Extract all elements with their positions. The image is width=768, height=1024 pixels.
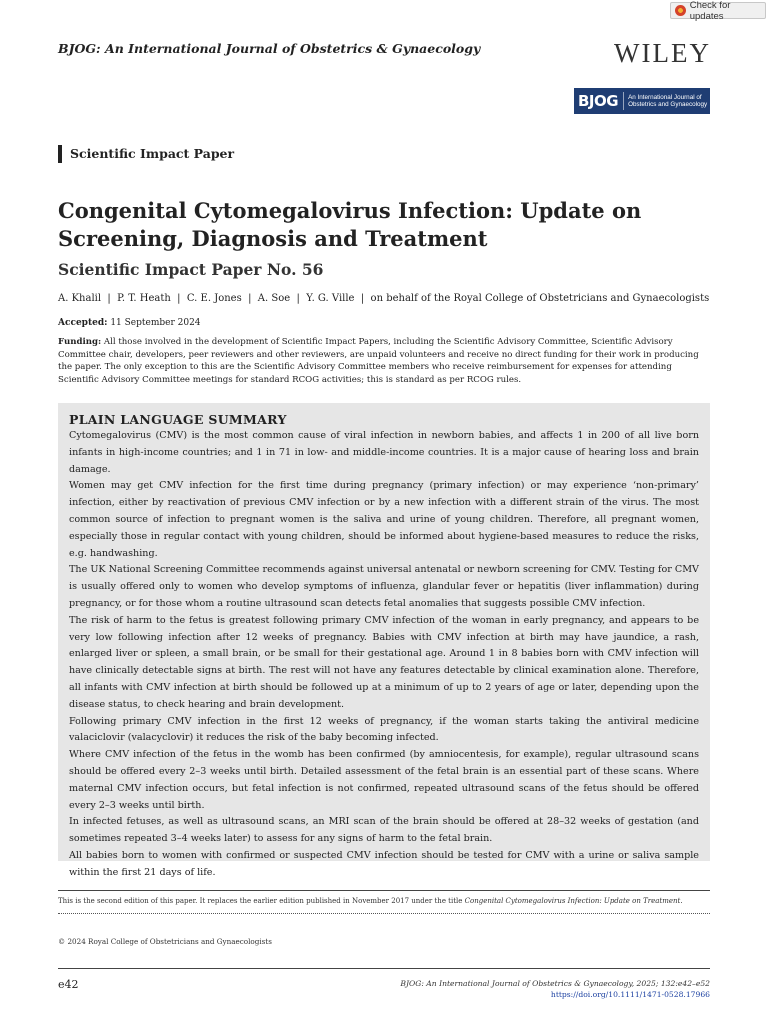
bjog-logo-subtitle bbox=[624, 94, 707, 109]
summary-paragraph: Cytomegalovirus (CMV) is the most common cause of viral infection in newborn babies, and affects 1 in 200 of all live born infants in high-income countries; and 1 in 71 in low- and middle-income countries. It is a major cause of hearing loss and brain damage. bbox=[69, 430, 699, 475]
article-subtitle: Scientific Impact Paper No. 56 bbox=[58, 260, 324, 279]
accepted-date bbox=[58, 318, 201, 328]
edition-note bbox=[58, 897, 683, 905]
summary-paragraph: The UK National Screening Committee recommends against universal antenatal or newborn screening for CMV. Testing for CMV is usually offered only to women who develop symptoms of influenza, glandular fever or hepatitis (liver inflammation) during pregnancy, or for those whom a routine ultrasound scan detects fetal anomalies that suggests possible CMV infection. bbox=[69, 564, 699, 609]
summary-paragraph: Women may get CMV infection for the first time during pregnancy (primary infection) or may experience ‘non-primary’ infection, either by reactivation of previous CMV infection or by a new infection with a different strain of the virus. The most common source of infection to pregnant women is the saliva and urine of young children. Therefore, all pregnant women, especially those in regular contact with young children, should be informed about hygiene-based measures to reduce the risks, e.g. handwashing. bbox=[69, 480, 699, 559]
summary-paragraph: In infected fetuses, as well as ultrasound scans, an MRI scan of the brain should be offered at 28–32 weeks of gestation (and sometimes repeated 3–4 weeks later) to assess for any signs of harm to the fetal brain. bbox=[69, 816, 699, 845]
check-for-updates-button[interactable] bbox=[670, 0, 766, 22]
summary-heading: PLAIN LANGUAGE SUMMARY bbox=[69, 412, 287, 427]
journal-name: BJOG: An International Journal of Obstetrics & Gynaecology bbox=[58, 41, 481, 56]
section-tag: Scientific Impact Paper bbox=[58, 145, 234, 163]
summary-paragraph: Following primary CMV infection in the first 12 weeks of pregnancy, if the woman starts taking the antiviral medicine valaciclovir (valacyclovir) it reduces the risk of the baby becoming infected. bbox=[69, 715, 699, 744]
author-list: A. Khalil | P. T. Heath | C. E. Jones | A. Soe | Y. G. Ville | on behalf of the Royal College of Obstetricians and Gynaecologists bbox=[58, 293, 710, 304]
funding-label: Funding: bbox=[58, 337, 102, 347]
check-for-updates-label: Check for updates bbox=[689, 0, 731, 22]
footnote-divider bbox=[58, 890, 710, 891]
dotted-divider bbox=[58, 913, 710, 914]
page-footer-divider bbox=[58, 968, 710, 969]
edition-note-title: Congenital Cytomegalovirus Infection: Update on Treatment bbox=[464, 897, 681, 905]
copyright-notice: © 2024 Royal College of Obstetricians and Gynaecologists bbox=[58, 937, 272, 946]
bjog-logo bbox=[574, 88, 710, 114]
page-number: e42 bbox=[58, 978, 79, 991]
funding-statement bbox=[58, 336, 710, 386]
doi-link[interactable]: https://doi.org/10.1111/1471-0528.17966 bbox=[550, 990, 710, 999]
publisher-logo: WILEY bbox=[614, 38, 711, 68]
crossmark-icon bbox=[675, 5, 686, 16]
accepted-value: 11 September 2024 bbox=[107, 318, 201, 328]
bjog-logo-mark: BJOG bbox=[574, 92, 624, 110]
bjog-logo-line1: An International Journal of bbox=[628, 93, 702, 101]
plain-language-summary bbox=[58, 403, 710, 878]
edition-note-prefix: This is the second edition of this paper. It replaces the earlier edition published in November 2017 under the title bbox=[58, 897, 465, 905]
edition-note-suffix: . bbox=[680, 897, 683, 905]
bjog-logo-line2: Obstetrics and Gynaecology bbox=[628, 101, 708, 108]
summary-paragraph: The risk of harm to the fetus is greatest following primary CMV infection of the woman in early pregnancy, and appears to be very low following infection after 12 weeks of pregnancy. Babies with CMV infection at birth may have jaundice, a rash, enlarged liver or spleen, a small brain, or be small for their gestational age. Around 1 in 8 babies born with CMV infection will have clinically detectable signs at birth. The rest will not have any features detectable by clinical examination alone. Therefore, all infants with CMV infection at birth should be followed up at a minimum of up to 2 years of age or later, depending upon the disease status, to check hearing and brain development. bbox=[69, 614, 699, 710]
funding-text: All those involved in the development of Scientific Impact Papers, including the Scientific Advisory Committee, Scientific Advisory Committee chair, developers, peer reviewers and other reviewers, are unpaid volunteers and receive no direct funding for their work in producing the paper. The only exception to this are the Scientific Advisory Committee members who receive reimbursement for expenses for attending Scientific Advisory Committee meetings for standard RCOG activities; this is standard as per RCOG rules. bbox=[58, 337, 699, 385]
journal-citation: BJOG: An International Journal of Obstetrics & Gynaecology, 2025; 132:e42–e52 bbox=[400, 979, 710, 988]
article-title: Congenital Cytomegalovirus Infection: Update on Screening, Diagnosis and Treatment bbox=[58, 198, 642, 251]
summary-paragraph: Where CMV infection of the fetus in the womb has been confirmed (by amniocentesis, for example), regular ultrasound scans should be offered every 2–3 weeks until birth. Detailed assessment of the fetal brain is an essential part of these scans. Where maternal CMV infection occurs, but fetal infection is not confirmed, repeated ultrasound scans of the fetus should be offered every 2–3 weeks until birth. bbox=[69, 749, 699, 811]
summary-paragraph: All babies born to women with confirmed or suspected CMV infection should be tested for CMV with a urine or saliva sample within the first 21 days of life. bbox=[69, 849, 699, 878]
accepted-label: Accepted: bbox=[58, 318, 108, 328]
